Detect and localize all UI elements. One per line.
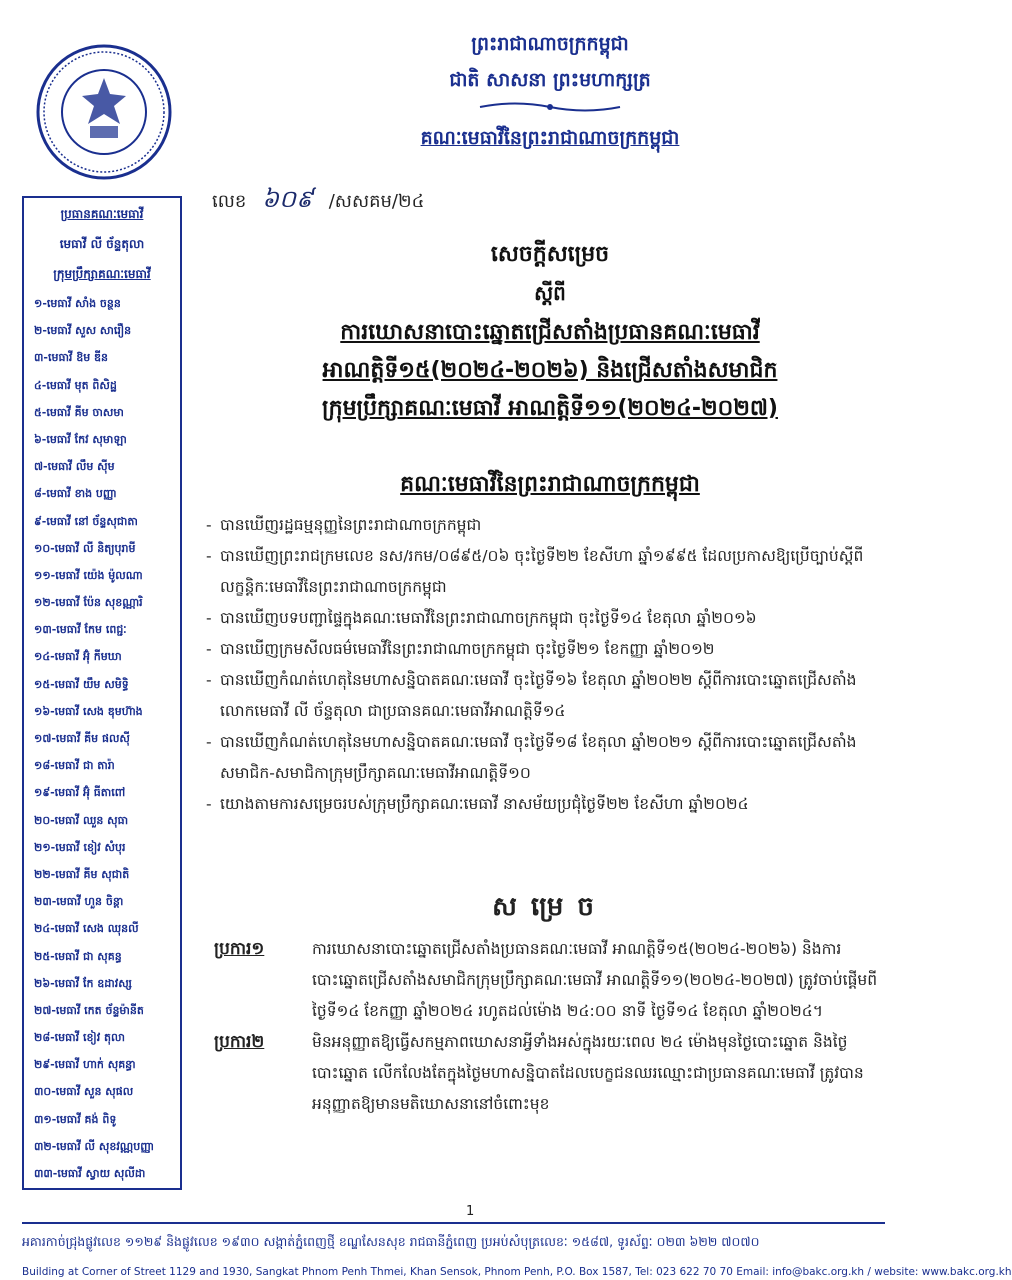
document-type-title: សេចក្តីសម្រេច	[490, 242, 610, 267]
list-item: ៣៣-មេធាវី ស្វាយ សុលីដា	[34, 1167, 146, 1180]
list-item: ៧-មេធាវី លឹម ស៊ីម	[34, 460, 115, 474]
list-item: ៥-មេធាវី គីម ចាសមា	[34, 405, 124, 419]
article-2	[214, 1027, 886, 1120]
list-item: - បានឃើញព្រះរាជក្រមលេខ នស/រកម/០៨៩៥/០៦ ចុះថ្ងៃទី២២ ខែសីហា ឆ្នាំ១៩៩៥ ដែលប្រកាសឱ្យប្រើច្បាប់ស្តីពីលក្ខន្តិកៈមេធាវីនៃព្រះរាជាណាចក្រកម្ពុជា	[206, 541, 886, 603]
title-line: អាណត្តិទី១៥(២០២៤-២០២៦) និងជ្រើសតាំងសមាជិក	[322, 358, 778, 383]
kingdom-name: ព្រះរាជាណាចក្រកម្ពុជា	[471, 33, 629, 55]
article-label: ប្រការ២	[214, 1032, 265, 1052]
list-item: ១៤-មេធាវី អ៊ុំ កីមឃា	[34, 650, 122, 664]
reference-suffix: /សសគម/២៤	[328, 191, 425, 212]
list-item: ១-មេធាវី សាំង ចន្ថន	[34, 297, 121, 310]
issuing-authority: គណៈមេធាវីនៃព្រះរាជាណាចក្រកម្ពុជា	[400, 472, 700, 497]
handwritten-number: ៦០៩	[262, 185, 313, 213]
list-item: ៣១-មេធាវី គង់ ពិទូ	[34, 1112, 117, 1126]
list-item: ១៦-មេធាវី សេង ឌុមហ៊ាង	[34, 704, 143, 718]
list-item: ១១-មេធាវី យ៉េង ម៉ូលណា	[34, 568, 143, 582]
list-item: ២២-មេធាវី គីម សុជាតិ	[34, 867, 130, 881]
list-item: ២៣-មេធាវី ហួន ចិន្ដា	[34, 895, 124, 909]
footer-address-english: Building at Corner of Street 1129 and 1930, Sangkat Phnom Penh Thmei, Khan Sensok, Phnom Penh, P.O. Box 1587, Tel: 023 622 70 70 Email: info@bakc.org.kh / website: www.bakc.org.kh	[22, 1266, 1012, 1278]
national-motto: ជាតិ សាសនា ព្រះមហាក្សត្រ	[449, 69, 651, 91]
list-item: ១២-មេធាវី ប៉ែន សុខណ្ណារិ	[34, 596, 143, 610]
list-item: ៣២-មេធាវី លី សុខវណ្ណបញ្ញា	[34, 1139, 154, 1153]
article-text: ការឃោសនាបោះឆ្នោតជ្រើសតាំងប្រធានគណៈមេធាវី អាណត្តិទី១៥(២០២៤-២០២៦) និងការបោះឆ្នោតជ្រើសតាំងសមាជិកក្រុមប្រឹក្សាគណៈមេធាវី អាណត្តិទី១១(២០២៤-២០២៧) ត្រូវចាប់ផ្តើមពីថ្ងៃទី១៤ ខែកញ្ញា ឆ្នាំ២០២៤ រហូតដល់ម៉ោង ២៤:០០ នាទី ថ្ងៃទី១៤ ខែតុលា ឆ្នាំ២០២៤។	[312, 940, 878, 1020]
list-item: ២៤-មេធាវី សេង ឈុនលី	[34, 922, 139, 936]
list-item: - យោងតាមការសម្រេចរបស់ក្រុមប្រឹក្សាគណៈមេធាវី នាសម័យប្រជុំថ្ងៃទី២២ ខែសីហា ឆ្នាំ២០២៤	[206, 789, 886, 820]
bar-association-seal-icon	[36, 44, 172, 180]
list-item: ២៥-មេធាវី ជា សុគន្ធ	[34, 949, 122, 963]
title-line: ក្រុមប្រឹក្សាគណៈមេធាវី អាណត្តិទី១១(២០២៤-២០២៧)	[322, 396, 778, 421]
ornament-divider-icon	[480, 100, 620, 114]
council-sidebar	[22, 196, 182, 1190]
list-item: ៨-មេធាវី ខាង បញ្ញា	[34, 487, 117, 501]
list-item: ២៩-មេធាវី ហាក់ សុគន្ធា	[34, 1058, 136, 1072]
footer-address-khmer: អគារកាច់ជ្រុងផ្លូវលេខ ១១២៩ និងផ្លូវលេខ ១៩៣០ សង្កាត់ភ្នំពេញថ្មី ខណ្ឌសែនសុខ រាជធានីភ្នំពេញ ប្រអប់សំបុត្រលេខៈ ១៥៨៧, ទូរស័ព្ទៈ ០២៣ ៦២២ ៧០៧០	[22, 1234, 760, 1249]
article-1	[214, 934, 886, 1027]
list-item: ១៩-មេធាវី អ៊ុំ ធីតាពៅ	[34, 786, 126, 800]
list-item: ៤-មេធាវី មុត ពិសិដ្ឋ	[34, 378, 117, 392]
list-item: ៣០-មេធាវី សួន សុផល	[34, 1085, 134, 1099]
title-subject-label: ស្តីពី	[534, 281, 566, 305]
list-item: - បានឃើញកំណត់ហេតុនៃមហាសន្និបាតគណៈមេធាវី ចុះថ្ងៃទី១៨ ខែតុលា ឆ្នាំ២០២១ ស្តីពីការបោះឆ្នោតជ្រើសតាំងសមាជិក-សមាជិកាក្រុមប្រឹក្សាគណៈមេធាវីអាណត្តិទី១០	[206, 727, 886, 789]
list-item: ១៧-មេធាវី គីម ផលស៊ី	[34, 732, 130, 745]
list-item: - បានឃើញកំណត់ហេតុនៃមហាសន្និបាតគណៈមេធាវី ចុះថ្ងៃទី១៦ ខែតុលា ឆ្នាំ២០២២ ស្តីពីការបោះឆ្នោតជ្រើសតាំងលោកមេធាវី លី ច័ន្ទតុលា ជាប្រធានគណៈមេធាវីអាណត្តិទី១៤	[206, 665, 886, 727]
list-item: ២៧-មេធាវី កេត ច័ន្ទម៉ានីត	[34, 1003, 144, 1017]
reference-prefix: លេខ	[212, 191, 247, 212]
list-item: ១៣-មេធាវី កែម ពេជ្ជៈ	[34, 623, 127, 637]
list-item: ២៨-មេធាវី ខៀវ តុលា	[34, 1031, 125, 1045]
considerations-list	[206, 510, 886, 820]
sidebar-president-name: មេធាវី លី ច័ន្ទតុលា	[59, 237, 145, 251]
article-text: មិនអនុញ្ញាតឱ្យធ្វើសកម្មភាពឃោសនាអ្វីទាំងអស់ក្នុងរយៈពេល ២៤ ម៉ោងមុនថ្ងៃបោះឆ្នោត និងថ្ងៃបោះឆ្នោត លើកលែងតែក្នុងថ្ងៃមហាសន្និបាតដែលបេក្ខជនឈរឈ្មោះជាប្រធានគណៈមេធាវី ត្រូវបានអនុញ្ញាតឱ្យមានមតិឃោសនានៅចំពោះមុខ	[312, 1033, 864, 1113]
sidebar-president-heading: ប្រធានគណៈមេធាវី	[60, 207, 144, 221]
list-item: ៩-មេធាវី នៅ ច័ន្ទសុជាតា	[34, 514, 138, 528]
list-item: ២៦-មេធាវី កែ ឧដាវស្ស	[34, 976, 132, 990]
list-item: ១៥-មេធាវី យឹម សមិទ្ធិ	[34, 677, 129, 691]
list-item: ៣-មេធាវី ឱម ឌីន	[34, 351, 108, 365]
list-item: ១០-មេធាវី លី និត្យបុរាមី	[34, 541, 136, 555]
list-item: ២-មេធាវី សួស សារឿន	[34, 324, 132, 338]
decides-heading: សម្រេច	[492, 892, 608, 922]
list-item: ២១-មេធាវី ខៀវ សំបុរ	[34, 840, 126, 854]
list-item: - បានឃើញរដ្ឋធម្មនុញ្ញនៃព្រះរាជាណាចក្រកម្ពុជា	[206, 510, 886, 541]
organization-name: គណៈមេធាវីនៃព្រះរាជាណាចក្រកម្ពុជា	[420, 127, 680, 149]
list-item: ៦-មេធាវី កែវ សុមាឡា	[34, 432, 127, 446]
title-line: ការឃោសនាបោះឆ្នោតជ្រើសតាំងប្រធានគណៈមេធាវី	[340, 320, 760, 345]
council-member-list	[30, 290, 174, 1187]
reference-number	[212, 184, 424, 219]
list-item: - បានឃើញបទបញ្ជាផ្ទៃក្នុងគណៈមេធាវីនៃព្រះរាជាណាចក្រកម្ពុជា ចុះថ្ងៃទី១៤ ខែតុលា ឆ្នាំ២០១៦	[206, 603, 886, 634]
page-number: 1	[466, 1204, 475, 1219]
articles-section	[214, 934, 886, 1120]
list-item: - បានឃើញក្រមសីលធម៌មេធាវីនៃព្រះរាជាណាចក្រកម្ពុជា ចុះថ្ងៃទី២១ ខែកញ្ញា ឆ្នាំ២០១២	[206, 634, 886, 665]
sidebar-council-heading: ក្រុមប្រឹក្សាគណៈមេធាវី	[53, 267, 151, 281]
article-label: ប្រការ១	[214, 939, 265, 959]
list-item: ២០-មេធាវី ឈួន សុធា	[34, 813, 129, 827]
list-item: ១៨-មេធាវី ជា តារ៉ា	[34, 759, 115, 773]
footer-divider	[22, 1222, 885, 1224]
